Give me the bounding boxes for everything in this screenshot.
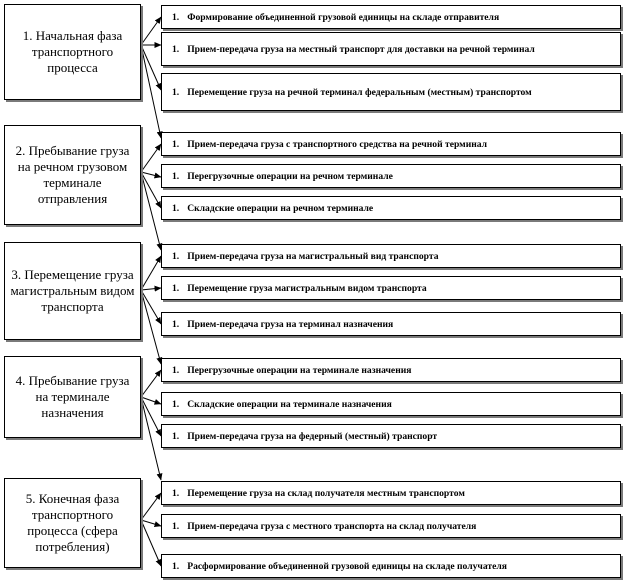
- step-text: Перегрузочные операции на речном терминале: [187, 170, 393, 182]
- step-text: Складские операции на терминале назначения: [187, 398, 392, 410]
- phase-3-step-1: [161, 244, 621, 268]
- phase-2-step-2: [161, 164, 621, 188]
- arrow-phase5-step1: [141, 493, 161, 520]
- phase-2-step-1: [161, 132, 621, 156]
- arrow-phase2-step3: [141, 172, 161, 208]
- phase-4-label: 4. Пребывание груза на терминале назначения: [15, 373, 130, 420]
- arrow-phase4-to-phase5-step: [141, 397, 161, 480]
- step-number: 1.: [172, 398, 180, 410]
- phase-3-step-2: [161, 276, 621, 300]
- step-text: Перемещение груза магистральным видом транспорта: [187, 282, 427, 294]
- step-text: Перегрузочные операции на терминале назначения: [187, 364, 412, 376]
- arrow-phase1-step3: [141, 45, 161, 90]
- step-number: 1.: [172, 138, 180, 150]
- phase-1-label: 1. Начальная фаза транспортного процесса: [22, 28, 123, 75]
- arrow-phase2-to-phase3-step: [141, 172, 161, 250]
- phase-5-label: 5. Конечная фаза транспортного процесса (сфера потребления): [25, 491, 120, 554]
- phase-4-step-1: [161, 358, 621, 382]
- step-number: 1.: [172, 250, 180, 262]
- step-text: Перемещение груза на склад получателя местным транспортом: [187, 487, 465, 499]
- arrow-phase3-step3: [141, 290, 161, 324]
- phase-1-step-2: [161, 32, 621, 66]
- arrow-phase2-step2: [141, 172, 161, 177]
- arrow-phase3-to-phase4-step: [141, 290, 161, 364]
- phase-1-step-3: [161, 73, 621, 111]
- phase-2-label: 2. Пребывание груза на речном грузовом терминале отправления: [15, 143, 130, 206]
- step-text: Прием-передача груза на местный транспорт для доставки на речной терминал: [187, 43, 535, 55]
- step-number: 1.: [172, 202, 180, 214]
- phase-1-step-1: [161, 5, 621, 29]
- phase-3-label: 3. Перемещение груза магистральным видом транспорта: [10, 267, 135, 314]
- step-number: 1.: [172, 170, 180, 182]
- phase-4-box: [4, 356, 141, 438]
- step-text: Прием-передача груза на магистральный вид транспорта: [187, 250, 439, 262]
- step-text: Формирование объединенной грузовой единицы на складе отправителя: [187, 11, 500, 23]
- step-text: Прием-передача груза на федерный (местный) транспорт: [187, 430, 438, 442]
- arrow-phase5-step3: [141, 520, 161, 566]
- arrow-phase1-step1: [141, 17, 161, 45]
- phase-1-box: [4, 4, 141, 100]
- phase-3-step-3: [161, 312, 621, 336]
- step-text: Перемещение груза на речной терминал федеральным (местным) транспортом: [187, 86, 532, 98]
- step-number: 1.: [172, 86, 180, 98]
- step-text: Прием-передача груза с местного транспорта на склад получателя: [187, 520, 477, 532]
- arrow-phase2-step1: [141, 144, 161, 172]
- step-text: Расформирование объединенной грузовой единицы на складе получателя: [187, 560, 507, 572]
- arrow-phase5-step2: [141, 520, 161, 526]
- step-number: 1.: [172, 430, 180, 442]
- arrow-phase4-step1: [141, 370, 161, 397]
- step-number: 1.: [172, 318, 180, 330]
- phase-4-step-3: [161, 424, 621, 448]
- step-number: 1.: [172, 282, 180, 294]
- step-number: 1.: [172, 487, 180, 499]
- phase-5-step-3: [161, 554, 621, 578]
- step-number: 1.: [172, 364, 180, 376]
- phase-4-step-2: [161, 392, 621, 416]
- phase-5-box: [4, 478, 141, 568]
- step-number: 1.: [172, 560, 180, 572]
- step-number: 1.: [172, 520, 180, 532]
- step-text: Прием-передача груза с транспортного средства на речной терминал: [187, 138, 488, 150]
- step-number: 1.: [172, 11, 180, 23]
- step-number: 1.: [172, 43, 180, 55]
- step-text: Прием-передача груза на терминал назначения: [187, 318, 394, 330]
- arrow-phase3-step1: [141, 256, 161, 290]
- phase-5-step-1: [161, 481, 621, 505]
- step-text: Складские операции на речном терминале: [187, 202, 374, 214]
- phase-3-box: [4, 242, 141, 340]
- arrow-phase3-step2: [141, 288, 161, 290]
- phase-5-step-2: [161, 514, 621, 538]
- phase-2-box: [4, 125, 141, 225]
- phase-2-step-3: [161, 196, 621, 220]
- arrow-phase1-to-phase2-step: [141, 45, 161, 138]
